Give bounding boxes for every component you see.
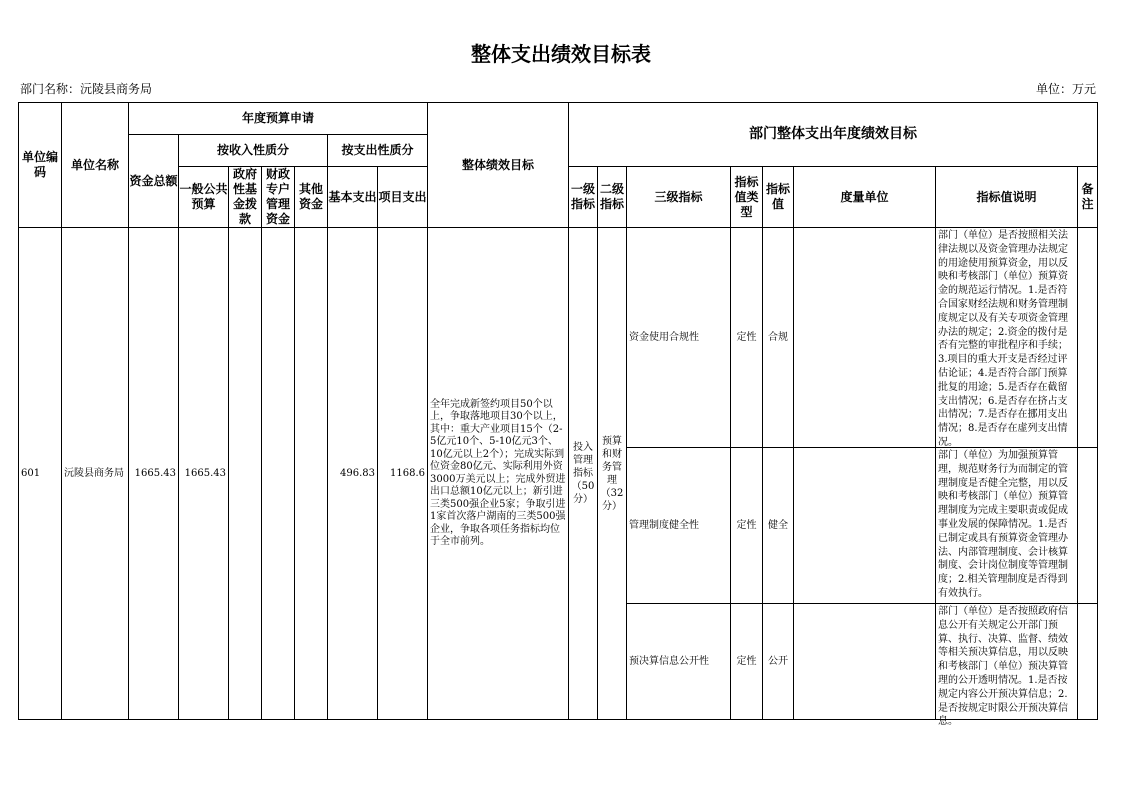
header-by-income: 按收入性质分 [179,135,328,167]
indicator-type: 定性 [731,228,763,448]
page-title: 整体支出绩效目标表 [471,42,651,66]
cell-fund-total: 1665.43 [129,228,179,720]
indicator-remark [1078,448,1098,604]
header-annual-budget: 年度预算申请 [129,103,428,135]
header-indicator-value: 指标值 [763,167,794,228]
indicator-name: 管理制度健全性 [627,448,731,604]
cell-unit-name: 沅陵县商务局 [62,228,129,720]
header-level3: 三级指标 [627,167,731,228]
header-unit-name: 单位名称 [62,103,129,228]
header-special-mgmt: 财政专户管理资金 [262,167,295,228]
header-other-fund: 其他资金 [295,167,328,228]
indicator-desc: 部门（单位）为加强预算管理，规范财务行为而制定的管理制度是否健全完整，用以反映和考核部门（单位）预算管理制度为完成主要职责或促成事业发展的保障情况。1.是否已制定或具有预算资金管理办法、内部管理制度、会计核算制度、会计岗位制度等管理制度；2.相关管理制度是否得到有效执行。 [938,450,1068,599]
indicator-desc: 部门（单位）是否按照政府信息公开有关规定公开部门预算、执行、决算、监督、绩效等相关预决算信息，用以反映和考核部门（单位）预决算管理的公开透明情况。1.是否按规定内容公开预决算信息；2.是否按规定时限公开预决算信息。 [938,606,1068,728]
header-indicator-desc: 指标值说明 [936,167,1078,228]
department-label: 部门名称：沅陵县商务局 [20,82,153,96]
header-basic-exp: 基本支出 [328,167,378,228]
header-overall-goal: 整体绩效目标 [428,103,569,228]
header-dept-goal: 部门整体支出年度绩效目标 [569,103,1098,167]
cell-overall-goal: 全年完成新签约项目50个以上，争取落地项目30个以上，其中：重大产业项目15个（2-5亿元10个、5-10亿元3个、10亿元以上2个）；完成实际到位资金80亿元、实际利用外资3000万美元以上；完成外贸进出口总额10亿元以上；新引进三类500强企业5家；争取引进1家首次落户湖南的三类500强企业，争取各项任务指标均位于全市前列。 [428,228,569,720]
indicator-measure [794,604,936,720]
indicator-desc: 部门（单位）是否按照相关法律法规以及资金管理办法规定的用途使用预算资金，用以反映和考核部门（单位）预算资金的规范运行情况。1.是否符合国家财经法规和财务管理制度规定以及有关专项资金管理办法的规定；2.资金的拨付是否有完整的审批程序和手续；3.项目的重大开支是否经过评估论证；4.是否符合部门预算批复的用途；5.是否存在截留支出情况；6.是否存在挤占支出情况；7.是否存在挪用支出情况；8.是否存在虚列支出情况。 [938,230,1068,448]
indicator-measure [794,448,936,604]
header-level1: 一级指标 [569,167,598,228]
indicator-remark [1078,228,1098,448]
header-indicator-type: 指标值类型 [731,167,763,228]
cell-unit-code: 601 [19,228,62,720]
cell-level1: 投入管理指标（50分） [569,228,598,720]
table-row [19,228,1098,448]
header-project-exp: 项目支出 [378,167,428,228]
cell-gov-fund [229,228,262,720]
cell-special-mgmt [262,228,295,720]
indicator-value: 公开 [763,604,794,720]
unit-label: 单位：万元 [1035,82,1096,96]
indicator-measure [794,228,936,448]
indicator-name: 预决算信息公开性 [627,604,731,720]
header-measure-unit: 度量单位 [794,167,936,228]
indicator-type: 定性 [731,448,763,604]
indicator-type: 定性 [731,604,763,720]
cell-basic-exp: 496.83 [328,228,378,720]
header-level2: 二级指标 [598,167,627,228]
header-remark: 备注 [1078,167,1098,228]
header-gov-fund: 政府性基金拨款 [229,167,262,228]
cell-general-public: 1665.43 [179,228,229,720]
cell-level2: 预算和财务管理（32分） [598,228,627,720]
indicator-value: 合规 [763,228,794,448]
indicator-remark [1078,604,1098,720]
header-fund-total: 资金总额 [129,135,179,228]
indicator-value: 健全 [763,448,794,604]
indicator-name: 资金使用合规性 [627,228,731,448]
header-unit-code: 单位编码 [19,103,62,228]
cell-other-fund [295,228,328,720]
header-by-expense: 按支出性质分 [328,135,428,167]
header-general-public: 一般公共预算 [179,167,229,228]
cell-project-exp: 1168.6 [378,228,428,720]
performance-table [18,102,1098,728]
